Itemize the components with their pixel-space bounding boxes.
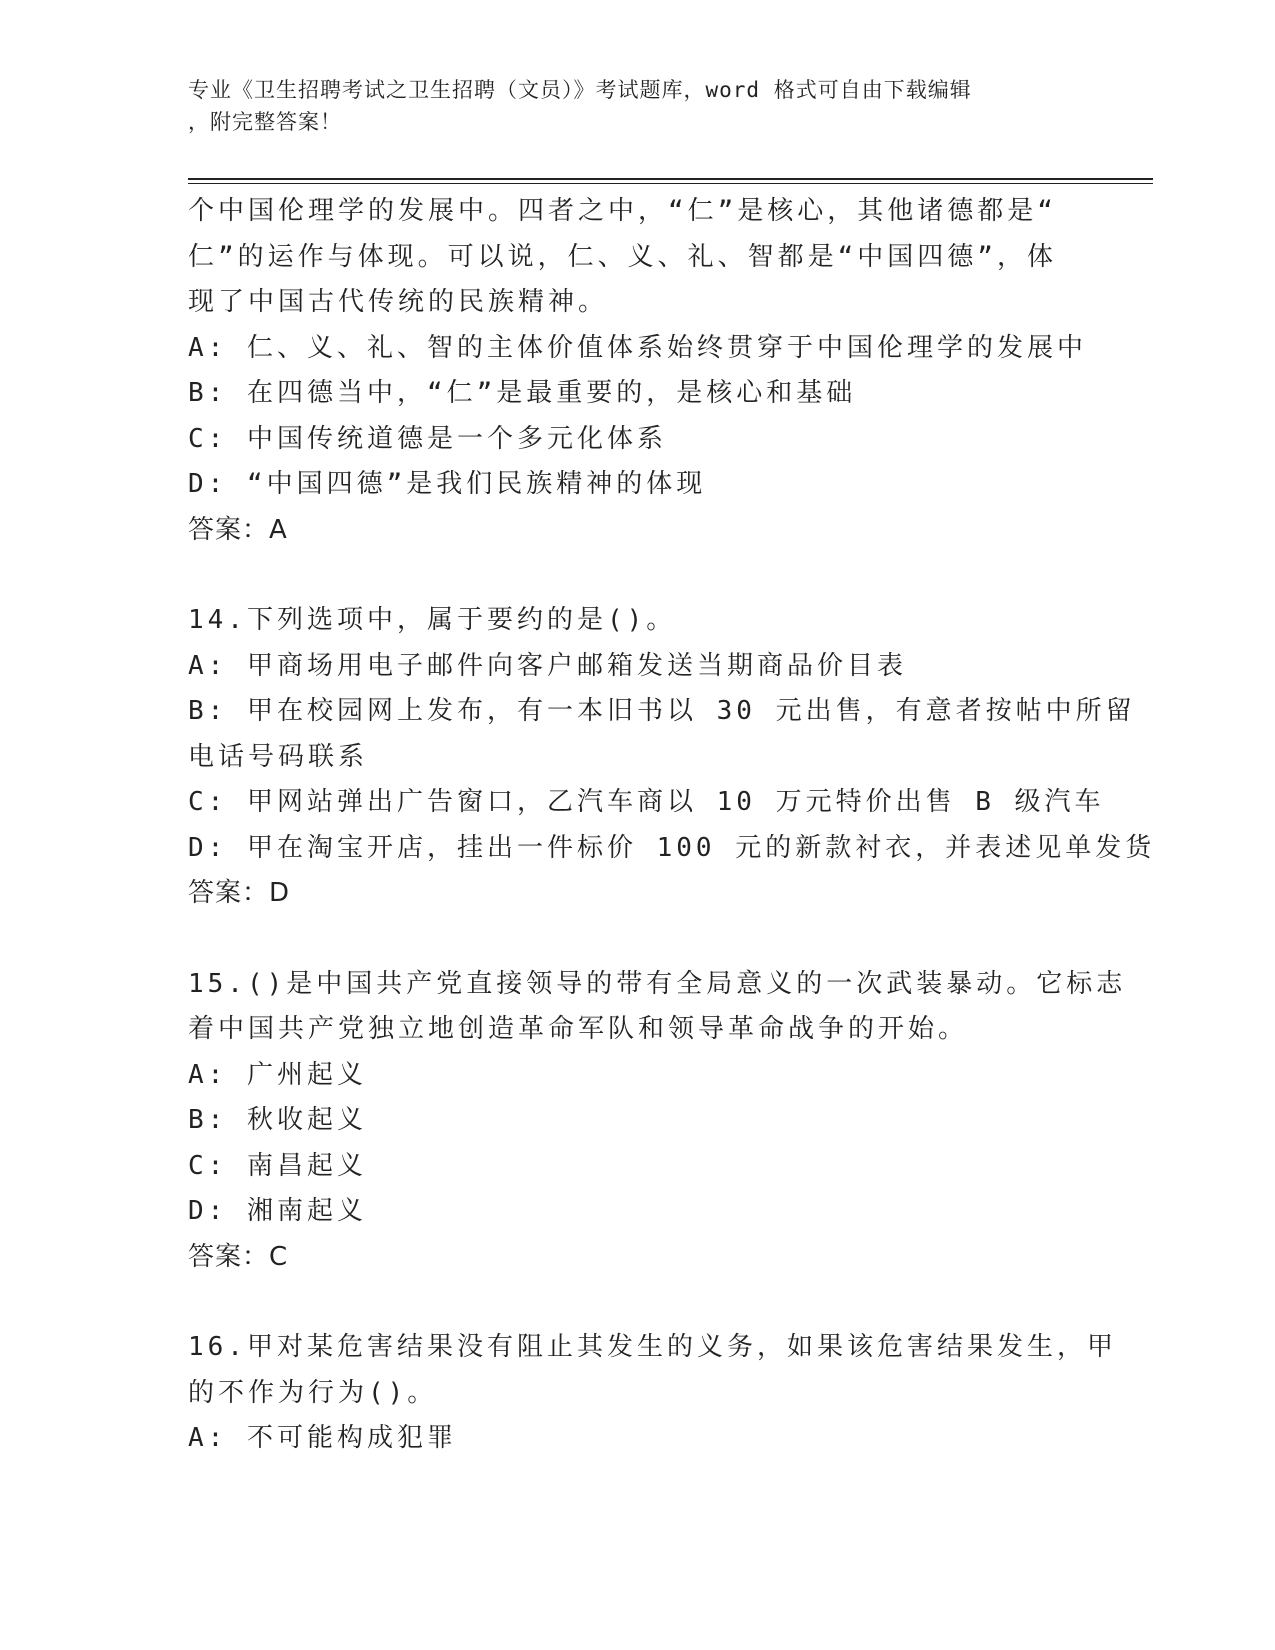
question-stem-line: 仁”的运作与体现。可以说，仁、义、礼、智都是“中国四德”，体 — [188, 241, 1057, 272]
spacer — [188, 917, 1088, 962]
option-b-continued: 电话号码联系 — [188, 741, 369, 772]
question-stem-line: 的不作为行为()。 — [188, 1377, 438, 1408]
answer: 答案：D — [188, 878, 291, 908]
question-13 — [188, 189, 1088, 553]
question-stem-line: 现了中国古代传统的民族精神。 — [188, 287, 609, 317]
header-line-2: ，附完整答案！ — [188, 110, 342, 134]
document-body — [188, 189, 1156, 1462]
header-divider-thin — [188, 183, 1153, 184]
question-stem-line: 16.甲对某危害结果没有阻止其发生的义务，如果该危害结果发生，甲 — [188, 1332, 1117, 1362]
question-stem-line: 着中国共产党独立地创造革命军队和领导革命战争的开始。 — [188, 1014, 969, 1044]
option-c: C: 甲网站弹出广告窗口，乙汽车商以 10 万元特价出售 B 级汽车 — [188, 787, 1105, 817]
header-divider-thick — [188, 178, 1153, 180]
option-b: B: 秋收起义 — [188, 1105, 367, 1135]
answer: 答案：C — [188, 1241, 289, 1272]
spacer — [188, 1280, 1088, 1325]
question-stem-line: 个中国伦理学的发展中。四者之中，“仁”是核心，其他诸德都是“ — [188, 196, 1057, 226]
question-14 — [188, 598, 1156, 917]
spacer — [188, 553, 1088, 598]
header-line-1: 专业《卫生招聘考试之卫生招聘（文员）》考试题库，word 格式可自由下载编辑 — [188, 78, 972, 102]
option-a: A: 甲商场用电子邮件向客户邮箱发送当期商品价目表 — [188, 650, 907, 681]
option-d: D: “中国四德”是我们民族精神的体现 — [188, 469, 707, 499]
option-a: A: 广州起义 — [188, 1059, 367, 1090]
option-a: A: 仁、义、礼、智的主体价值体系始终贯穿于中国伦理学的发展中 — [188, 332, 1087, 363]
option-b: B: 在四德当中，“仁”是最重要的，是核心和基础 — [188, 378, 857, 408]
page-header — [188, 74, 1068, 138]
answer: 答案：A — [188, 514, 288, 545]
option-a: A: 不可能构成犯罪 — [188, 1423, 457, 1453]
option-d: D: 湘南起义 — [188, 1196, 367, 1226]
question-15 — [188, 962, 1127, 1281]
question-stem-line: 15.()是中国共产党直接领导的带有全局意义的一次武装暴动。它标志 — [188, 968, 1127, 999]
question-stem-line: 14.下列选项中，属于要约的是()。 — [188, 605, 677, 635]
option-c: C: 南昌起义 — [188, 1150, 367, 1181]
option-b: B: 甲在校园网上发布，有一本旧书以 30 元出售，有意者按帖中所留 — [188, 696, 1136, 726]
option-c: C: 中国传统道德是一个多元化体系 — [188, 423, 667, 454]
option-d: D: 甲在淘宝开店，挂出一件标价 100 元的新款衬衣，并表述见单发货 — [188, 832, 1156, 863]
question-16 — [188, 1325, 1117, 1462]
